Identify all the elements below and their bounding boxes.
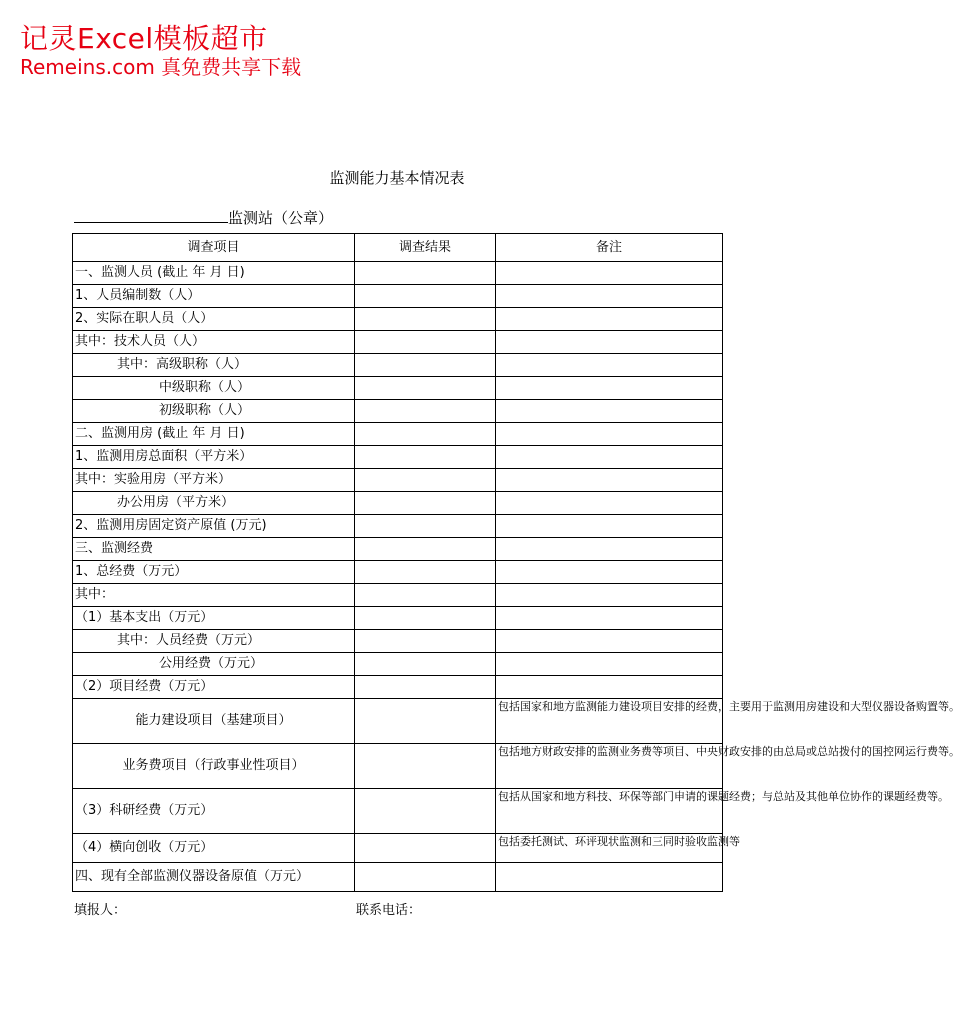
row-note-cell[interactable] [496,446,723,469]
table-header-row [73,234,723,262]
row-item: 中级职称（人） [73,377,355,400]
table-row [73,789,723,834]
row-item: 1、人员编制数（人） [73,285,355,308]
row-item: 办公用房（平方米） [73,492,355,515]
row-item: 2、实际在职人员（人） [73,308,355,331]
row-result-cell[interactable] [355,400,496,423]
row-result-cell[interactable] [355,561,496,584]
row-result-cell[interactable] [355,607,496,630]
row-item: 其中：人员经费（万元） [73,630,355,653]
table-row [73,561,723,584]
row-result-cell[interactable] [355,834,496,863]
row-item: 1、监测用房总面积（平方米） [73,446,355,469]
row-result-cell[interactable] [355,515,496,538]
row-item: 2、监测用房固定资产原值 (万元) [73,515,355,538]
row-note-cell[interactable] [496,653,723,676]
row-item: 公用经费（万元） [73,653,355,676]
row-result-cell[interactable] [355,262,496,285]
row-note-cell[interactable]: 包括委托测试、环评现状监测和三同时验收监测等 [496,834,723,863]
row-note-cell[interactable] [496,676,723,699]
station-line [74,206,333,229]
row-result-cell[interactable] [355,789,496,834]
table-row [73,262,723,285]
row-note-cell[interactable] [496,262,723,285]
row-item: 其中：实验用房（平方米） [73,469,355,492]
row-result-cell[interactable] [355,423,496,446]
row-result-cell[interactable] [355,285,496,308]
row-result-cell[interactable] [355,744,496,789]
row-item: 能力建设项目（基建项目） [73,699,355,744]
row-note-cell[interactable] [496,607,723,630]
table-row [73,630,723,653]
table-row [73,863,723,892]
table-row [73,515,723,538]
table-row [73,377,723,400]
row-result-cell[interactable] [355,699,496,744]
row-item: 一、监测人员 (截止 年 月 日) [73,262,355,285]
header-item: 调查项目 [73,234,355,262]
table-row [73,834,723,863]
row-item: 二、监测用房 (截止 年 月 日) [73,423,355,446]
row-result-cell[interactable] [355,377,496,400]
row-note-cell[interactable] [496,538,723,561]
row-item: 1、总经费（万元） [73,561,355,584]
row-note-cell[interactable] [496,630,723,653]
filler-label: 填报人： [74,903,127,918]
row-item: （4）横向创收（万元） [73,834,355,863]
page-title: 监测能力基本情况表 [329,169,465,187]
table-row [73,538,723,561]
row-result-cell[interactable] [355,863,496,892]
row-note-cell[interactable] [496,492,723,515]
table-row [73,492,723,515]
table-row [73,331,723,354]
row-result-cell[interactable] [355,354,496,377]
row-note-cell[interactable] [496,331,723,354]
table-row [73,676,723,699]
row-result-cell[interactable] [355,308,496,331]
watermark-title: 记灵Excel模板超市 [20,22,268,55]
row-item: 其中：高级职称（人） [73,354,355,377]
row-note-cell[interactable] [496,515,723,538]
row-item: 三、监测经费 [73,538,355,561]
row-item: （2）项目经费（万元） [73,676,355,699]
table-row [73,584,723,607]
row-note-cell[interactable] [496,308,723,331]
row-item: 其中：技术人员（人） [73,331,355,354]
row-note-cell[interactable] [496,285,723,308]
table-row [73,400,723,423]
phone-label: 联系电话： [356,903,422,918]
row-result-cell[interactable] [355,331,496,354]
row-note-cell[interactable] [496,561,723,584]
survey-table [72,233,960,892]
station-name-blank [74,206,228,223]
row-result-cell[interactable] [355,676,496,699]
table-row [73,653,723,676]
row-result-cell[interactable] [355,630,496,653]
row-item: 其中： [73,584,355,607]
row-note-cell[interactable] [496,423,723,446]
row-note-cell[interactable]: 包括国家和地方监测能力建设项目安排的经费，主要用于监测用房建设和大型仪器设备购置等。 [496,699,723,744]
table-row [73,699,723,744]
row-note-cell[interactable] [496,400,723,423]
row-result-cell[interactable] [355,446,496,469]
table-row [73,607,723,630]
row-item: 初级职称（人） [73,400,355,423]
table-row [73,354,723,377]
header-result: 调查结果 [355,234,496,262]
row-result-cell[interactable] [355,492,496,515]
row-item: （1）基本支出（万元） [73,607,355,630]
row-item: （3）科研经费（万元） [73,789,355,834]
row-note-cell[interactable] [496,377,723,400]
row-result-cell[interactable] [355,584,496,607]
row-result-cell[interactable] [355,469,496,492]
row-note-cell[interactable] [496,584,723,607]
row-result-cell[interactable] [355,538,496,561]
row-result-cell[interactable] [355,653,496,676]
table-row [73,308,723,331]
row-note-cell[interactable]: 包括地方财政安排的监测业务费等项目、中央财政安排的由总局或总站拨付的国控网运行费等。 [496,744,723,789]
row-note-cell[interactable]: 包括从国家和地方科技、环保等部门申请的课题经费；与总站及其他单位协作的课题经费等。 [496,789,723,834]
table-row [73,446,723,469]
row-note-cell[interactable] [496,354,723,377]
table-row [73,469,723,492]
header-note: 备注 [496,234,723,262]
row-note-cell[interactable] [496,863,723,892]
table-row [73,285,723,308]
row-item: 四、现有全部监测仪器设备原值（万元） [73,863,355,892]
row-item: 业务费项目（行政事业性项目） [73,744,355,789]
watermark-subtitle: Remeins.com 真免费共享下载 [20,55,302,79]
table-row [73,744,723,789]
row-note-cell[interactable] [496,469,723,492]
station-label: 监测站（公章） [228,209,334,227]
table-row [73,423,723,446]
